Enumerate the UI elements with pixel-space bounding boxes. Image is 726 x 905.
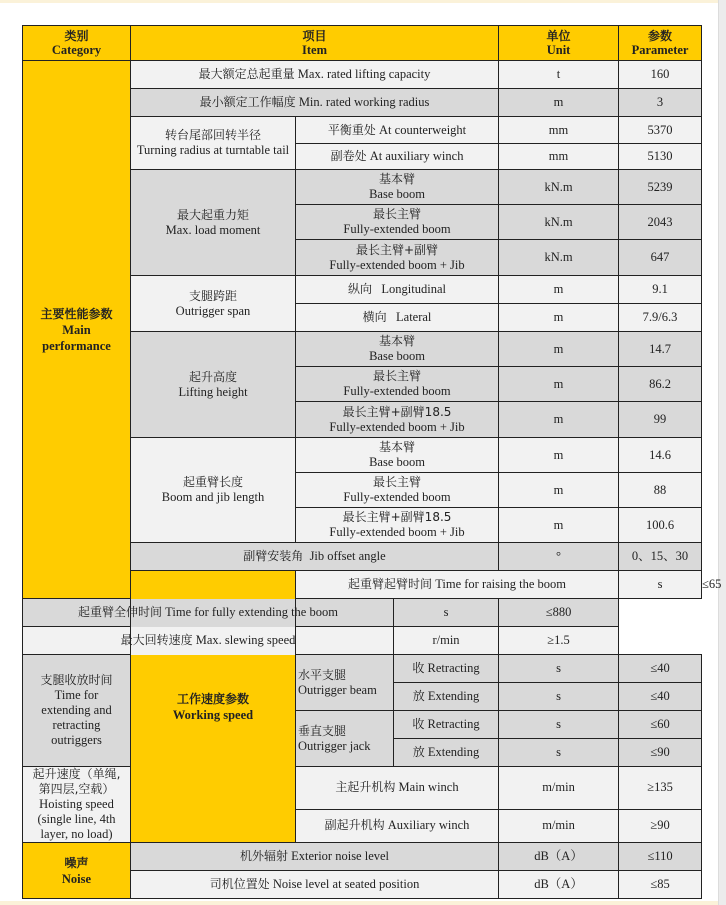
unit-cell: kN.m [499, 205, 619, 240]
subitem-zh: 平衡重处 [327, 122, 376, 137]
subitem-zh: 最长主臂 [373, 369, 422, 383]
subitem-zh: 最长主臂 [373, 475, 422, 489]
category-zh: 工作速度参数 [176, 691, 249, 706]
subitem [394, 739, 499, 767]
subitem-en: Base boom [369, 187, 425, 201]
subitem [296, 144, 499, 170]
value-cell: 86.2 [619, 367, 702, 402]
unit-cell: s [394, 599, 499, 627]
subitem-zh: 放 [412, 745, 425, 759]
item-en: Exterior noise level [291, 849, 390, 863]
item-min-radius [131, 89, 499, 117]
unit-cell: kN.m [499, 170, 619, 205]
item-en: Max. rated lifting capacity [297, 67, 431, 81]
value-cell: ≤60 [619, 711, 702, 739]
subitem-en: Base boom [369, 349, 425, 363]
subitem-en: Fully-extended boom + Jib [329, 525, 465, 539]
unit-cell: dB（A） [499, 843, 619, 871]
header-unit [499, 26, 619, 61]
subitem-en: Fully-extended boom + Jib [329, 419, 465, 434]
subitem [296, 402, 499, 438]
header-unit-en: Unit [546, 43, 571, 57]
subitem-en: Lateral [396, 310, 432, 324]
item-slewing-speed [23, 627, 394, 655]
header-item-en: Item [302, 43, 328, 57]
subitem-en: At counterweight [379, 122, 467, 137]
beam-zh: 水平支腿 [298, 667, 347, 682]
item-jib-offset [131, 543, 499, 571]
value-cell: 5130 [619, 144, 702, 170]
category-en: Working speed [172, 707, 254, 722]
value-cell: ≤90 [619, 739, 702, 767]
unit-cell: dB（A） [499, 871, 619, 899]
item-en: Turning radius at turntable tail [136, 143, 290, 157]
item-en: Max. load moment [165, 222, 261, 237]
unit-cell: s [499, 683, 619, 711]
table-row [23, 655, 702, 683]
unit-cell: ° [499, 543, 619, 571]
value-cell: 0、15、30 [619, 543, 702, 571]
item-zh: 转台尾部回转半径 [164, 128, 261, 142]
unit-cell: m [499, 304, 619, 332]
unit-cell: mm [499, 144, 619, 170]
item-zh: 起重臂长度 [182, 475, 243, 489]
header-parameter-en: Parameter [631, 43, 689, 57]
bottom-edge [0, 901, 718, 905]
item-en: Boom and jib length [161, 490, 265, 504]
subitem-en: Fully-extended boom [343, 490, 451, 504]
value-cell: ≥135 [619, 767, 702, 810]
subitem-zh: 主起升机构 [335, 780, 396, 795]
subitem [394, 711, 499, 739]
outrigger-jack [296, 711, 394, 767]
item-en: Hoisting speed (single line, 4th layer, no load) [37, 797, 116, 841]
subitem-en: Longitudinal [381, 282, 446, 296]
subitem [296, 438, 499, 473]
header-row [23, 26, 702, 61]
value-cell: 2043 [619, 205, 702, 240]
unit-cell: mm [499, 117, 619, 144]
category-noise [23, 843, 131, 899]
unit-cell: s [619, 571, 702, 599]
item-en: Time for raising the boom [435, 577, 566, 591]
subitem [296, 367, 499, 402]
item-en: Min. rated working radius [298, 95, 430, 109]
item-zh: 司机位置处 [209, 877, 270, 891]
item-raising-time [296, 571, 619, 599]
table-row [23, 767, 702, 810]
item-zh: 最大回转速度 [120, 633, 193, 647]
jack-zh: 垂直支腿 [298, 723, 347, 738]
item-hoisting-speed [23, 767, 131, 843]
value-cell: 160 [619, 61, 702, 89]
subitem-en: Retracting [427, 717, 480, 731]
category-main-performance [23, 61, 131, 599]
table-row [23, 843, 702, 871]
subitem [296, 170, 499, 205]
unit-cell: m [499, 508, 619, 543]
vertical-scrollbar[interactable] [718, 0, 726, 905]
unit-cell: m [499, 276, 619, 304]
subitem-zh: 纵向 [348, 282, 373, 296]
item-en: Max. slewing speed [195, 633, 296, 647]
unit-cell: m/min [499, 809, 619, 842]
spec-table [22, 25, 702, 899]
header-parameter-zh: 参数 [648, 29, 673, 43]
jack-en: Outrigger jack [298, 738, 371, 753]
subitem [394, 683, 499, 711]
unit-cell: m [499, 367, 619, 402]
header-item-zh: 项目 [302, 29, 327, 43]
unit-cell: m [499, 89, 619, 117]
subitem-zh: 最长主臂+副臂 [355, 242, 439, 257]
item-outrigger-span [131, 276, 296, 332]
beam-en: Outrigger beam [298, 682, 377, 697]
subitem [296, 240, 499, 276]
subitem-zh: 横向 [362, 310, 387, 324]
table-row [23, 61, 702, 89]
table-row [23, 599, 702, 627]
item-lifting-height [131, 332, 296, 438]
subitem [296, 205, 499, 240]
unit-cell: m/min [499, 767, 619, 810]
unit-cell: s [499, 711, 619, 739]
subitem [296, 276, 499, 304]
item-zh: 起重臂全伸时间 [78, 605, 163, 619]
subitem-zh: 副卷处 [330, 149, 367, 163]
value-cell: ≥90 [619, 809, 702, 842]
value-cell: 88 [619, 473, 702, 508]
value-cell: ≤40 [619, 683, 702, 711]
item-zh: 最小额定工作幅度 [199, 95, 296, 109]
item-en: Outrigger span [175, 303, 251, 318]
item-zh: 支腿跨距 [188, 288, 237, 303]
header-category-en: Category [51, 43, 102, 57]
subitem-en: Extending [427, 689, 480, 703]
subitem-en: Fully-extended boom [343, 384, 451, 398]
value-cell: 14.6 [619, 438, 702, 473]
unit-cell: m [499, 473, 619, 508]
value-cell: ≤85 [619, 871, 702, 899]
header-category [23, 26, 131, 61]
subitem [394, 655, 499, 683]
item-zh: 机外辐射 [240, 849, 289, 863]
subitem-zh: 最长主臂+副臂18.5 [342, 404, 452, 419]
category-en: Main performance [42, 322, 111, 353]
outrigger-beam [296, 655, 394, 711]
subitem [296, 304, 499, 332]
subitem-zh: 收 [412, 717, 425, 731]
category-zh: 主要性能参数 [40, 306, 113, 321]
header-unit-zh: 单位 [546, 29, 571, 43]
unit-cell: s [499, 655, 619, 683]
item-boom-length [131, 438, 296, 543]
subitem [296, 473, 499, 508]
value-cell: 99 [619, 402, 702, 438]
subitem-en: Base boom [369, 455, 425, 469]
header-category-zh: 类别 [64, 29, 89, 43]
item-zh: 起升速度（单绳,第四层,空载） [32, 767, 121, 796]
item-zh: 副臂安装角 [243, 549, 304, 563]
item-exterior-noise [131, 843, 499, 871]
unit-cell: m [499, 402, 619, 438]
value-cell: 3 [619, 89, 702, 117]
item-load-moment [131, 170, 296, 276]
item-seated-noise [131, 871, 499, 899]
unit-cell: m [499, 438, 619, 473]
unit-cell: r/min [394, 627, 499, 655]
value-cell: 5370 [619, 117, 702, 144]
subitem [296, 332, 499, 367]
value-cell: ≥1.5 [499, 627, 619, 655]
subitem-en: Fully-extended boom + Jib [329, 257, 465, 272]
header-item [131, 26, 499, 61]
item-zh: 起重臂起臂时间 [348, 577, 433, 591]
unit-cell: s [499, 739, 619, 767]
item-en: Time for extending and retracting outriggers [41, 688, 112, 747]
item-max-capacity [131, 61, 499, 89]
item-outrigger-time [23, 655, 131, 767]
subitem-zh: 最长主臂 [373, 207, 422, 221]
subitem [296, 809, 499, 842]
item-turning-radius [131, 117, 296, 170]
value-cell: 100.6 [619, 508, 702, 543]
value-cell: 9.1 [619, 276, 702, 304]
value-cell: 14.7 [619, 332, 702, 367]
item-extending-time [23, 599, 394, 627]
item-en: Jib offset angle [309, 549, 386, 563]
subitem-en: Extending [427, 745, 480, 759]
subitem-zh: 最长主臂+副臂18.5 [342, 510, 452, 524]
item-zh: 起升高度 [188, 369, 237, 384]
subitem-zh: 基本臂 [379, 172, 416, 186]
header-parameter [619, 26, 702, 61]
item-en: Noise level at seated position [272, 877, 420, 891]
unit-cell: t [499, 61, 619, 89]
item-zh: 最大额定总起重量 [198, 67, 295, 81]
unit-cell: m [499, 332, 619, 367]
subitem-en: Auxiliary winch [387, 818, 470, 833]
subitem-en: Fully-extended boom [343, 222, 451, 236]
item-zh: 最大起重力矩 [176, 207, 249, 222]
item-en: Time for fully extending the boom [165, 605, 338, 619]
subitem-en: Main winch [398, 780, 459, 795]
subitem [296, 508, 499, 543]
subitem [296, 767, 499, 810]
category-zh: 噪声 [64, 855, 89, 870]
value-cell: ≤110 [619, 843, 702, 871]
subitem-en: Retracting [427, 661, 480, 675]
subitem-zh: 基本臂 [379, 334, 416, 348]
subitem-zh: 放 [412, 689, 425, 703]
value-cell: ≤880 [499, 599, 619, 627]
unit-cell: kN.m [499, 240, 619, 276]
subitem-zh: 基本臂 [379, 440, 416, 454]
subitem-zh: 副起升机构 [324, 818, 385, 833]
subitem [296, 117, 499, 144]
item-en: Lifting height [178, 384, 248, 399]
value-cell: ≤40 [619, 655, 702, 683]
category-en: Noise [61, 871, 92, 886]
table-row [23, 627, 702, 655]
subitem-zh: 收 [412, 661, 425, 675]
value-cell: 7.9/6.3 [619, 304, 702, 332]
value-cell: 5239 [619, 170, 702, 205]
item-zh: 支腿收放时间 [40, 673, 113, 687]
subitem-en: At auxiliary winch [369, 149, 464, 163]
value-cell: 647 [619, 240, 702, 276]
